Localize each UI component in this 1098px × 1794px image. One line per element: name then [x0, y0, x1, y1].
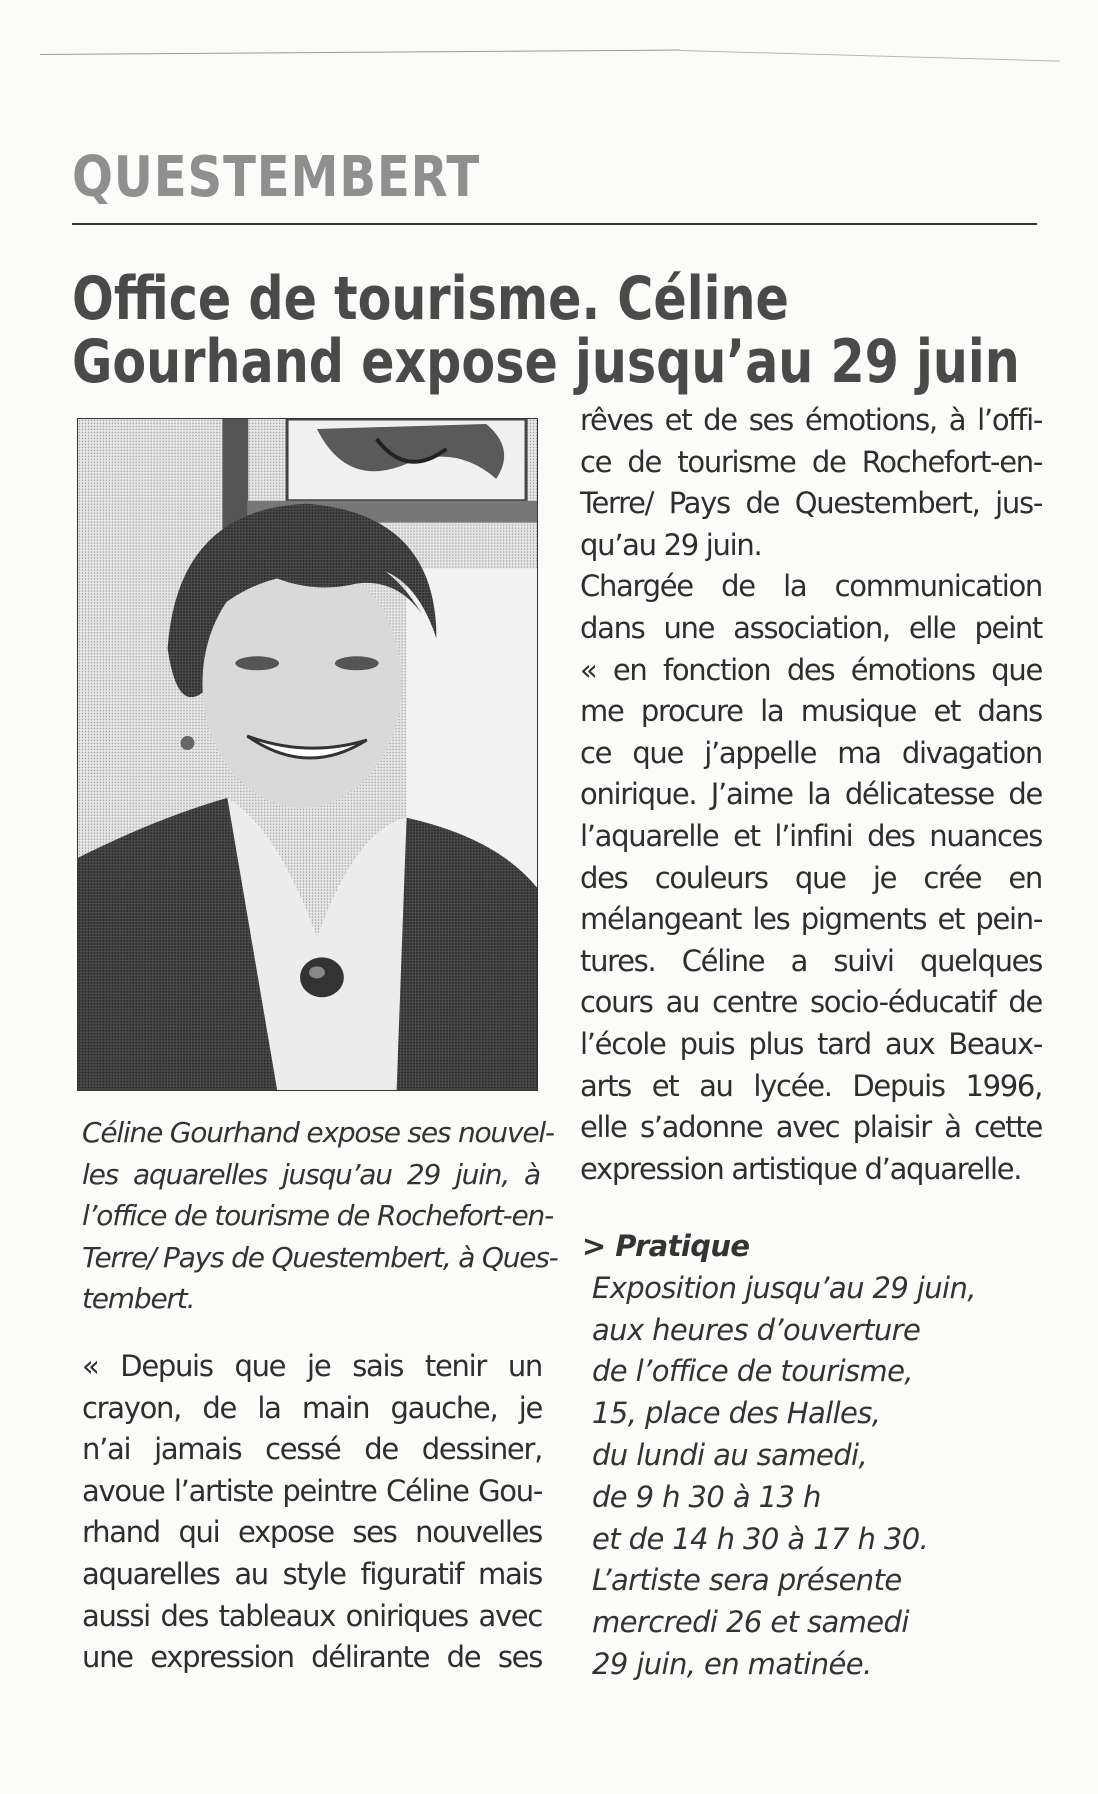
practical-info-line: L’artiste sera présente — [592, 1563, 902, 1598]
body-line: l’aquarelle et l’infini des nuances — [580, 818, 1042, 853]
body-line: « en fonction des émotions que — [580, 652, 1042, 687]
practical-info-line: aux heures d’ouverture — [592, 1312, 921, 1347]
caption-line: tembert. — [82, 1282, 195, 1315]
body-line: des couleurs que je crée en — [580, 860, 1042, 895]
body-line: avoue l’artiste peintre Céline Gou- — [82, 1473, 542, 1508]
body-line: onirique. J’aime la délicatesse de — [580, 777, 1042, 812]
body-line: Chargée de la communication — [580, 569, 1042, 604]
portrait-image — [78, 419, 537, 1090]
body-line: rhand qui expose ses nouvelles — [82, 1515, 542, 1550]
headline — [72, 264, 1020, 397]
body-line: rêves et de ses émotions, à l’offi- — [580, 403, 1042, 437]
body-line: expression artistique d’aquarelle. — [580, 1151, 1022, 1186]
body-line: « Depuis que je sais tenir un — [82, 1349, 542, 1383]
body-line: me procure la musique et dans — [580, 694, 1042, 729]
body-line: l’école puis plus tard aux Beaux- — [580, 1026, 1042, 1061]
body-line: crayon, de la main gauche, je — [82, 1390, 542, 1425]
practical-info-box — [582, 1226, 1042, 1686]
body-line: ce que j’appelle ma divagation — [580, 735, 1042, 770]
caption-line: les aquarelles jusqu’au 29 juin, à — [82, 1157, 540, 1191]
practical-info-line: Exposition jusqu’au 29 juin, — [592, 1270, 976, 1305]
scan-edge-left — [40, 50, 680, 55]
practical-info-line: 29 juin, en matinée. — [592, 1646, 872, 1681]
body-line: ce de tourisme de Rochefort-en- — [580, 444, 1042, 479]
photo-caption — [82, 1112, 558, 1320]
body-line: qu’au 29 juin. — [580, 527, 762, 562]
section-divider — [72, 223, 1037, 225]
body-line: Terre/ Pays de Questembert, jus- — [580, 486, 1042, 521]
body-line: tures. Céline a suivi quelques — [580, 943, 1042, 978]
article-body-left-column — [82, 1346, 542, 1679]
body-line: mélangeant les pigments et pein- — [580, 902, 1042, 937]
caption-line: Céline Gourhand expose ses nouvel- — [82, 1116, 554, 1149]
practical-info-title: > Pratique — [582, 1229, 750, 1263]
section-label: QUESTEMBERT — [72, 145, 481, 210]
practical-info-line: de 9 h 30 à 13 h — [592, 1479, 821, 1514]
practical-info-line: mercredi 26 et samedi — [592, 1605, 909, 1640]
body-line: une expression délirante de ses — [82, 1640, 542, 1675]
body-line: n’ai jamais cessé de dessiner, — [82, 1432, 542, 1467]
practical-info-line: et de 14 h 30 à 17 h 30. — [592, 1521, 929, 1556]
body-line: aquarelles au style figuratif mais — [82, 1556, 542, 1591]
practical-info-line: de l’office de tourisme, — [592, 1354, 913, 1389]
headline-line-1: Office de tourisme. Céline — [72, 264, 789, 334]
caption-line: l’office de tourisme de Rochefort-en- — [82, 1199, 553, 1232]
caption-line: Terre/ Pays de Questembert, à Ques- — [82, 1240, 558, 1274]
body-line: arts et au lycée. Depuis 1996, — [580, 1068, 1042, 1103]
article-body-right-column — [580, 400, 1042, 1190]
headline-line-2: Gourhand expose jusqu’au 29 juin — [72, 327, 1020, 397]
body-line: dans une association, elle peint — [580, 610, 1042, 645]
body-line: elle s’adonne avec plaisir à cette — [580, 1110, 1042, 1145]
scan-edge-right — [680, 50, 1060, 62]
practical-info-line: 15, place des Halles, — [592, 1396, 881, 1431]
body-line: aussi des tableaux oniriques avec — [82, 1598, 542, 1633]
body-line: cours au centre socio-éducatif de — [580, 985, 1042, 1020]
artist-photo — [77, 418, 538, 1091]
practical-info-line: du lundi au samedi, — [592, 1437, 868, 1472]
